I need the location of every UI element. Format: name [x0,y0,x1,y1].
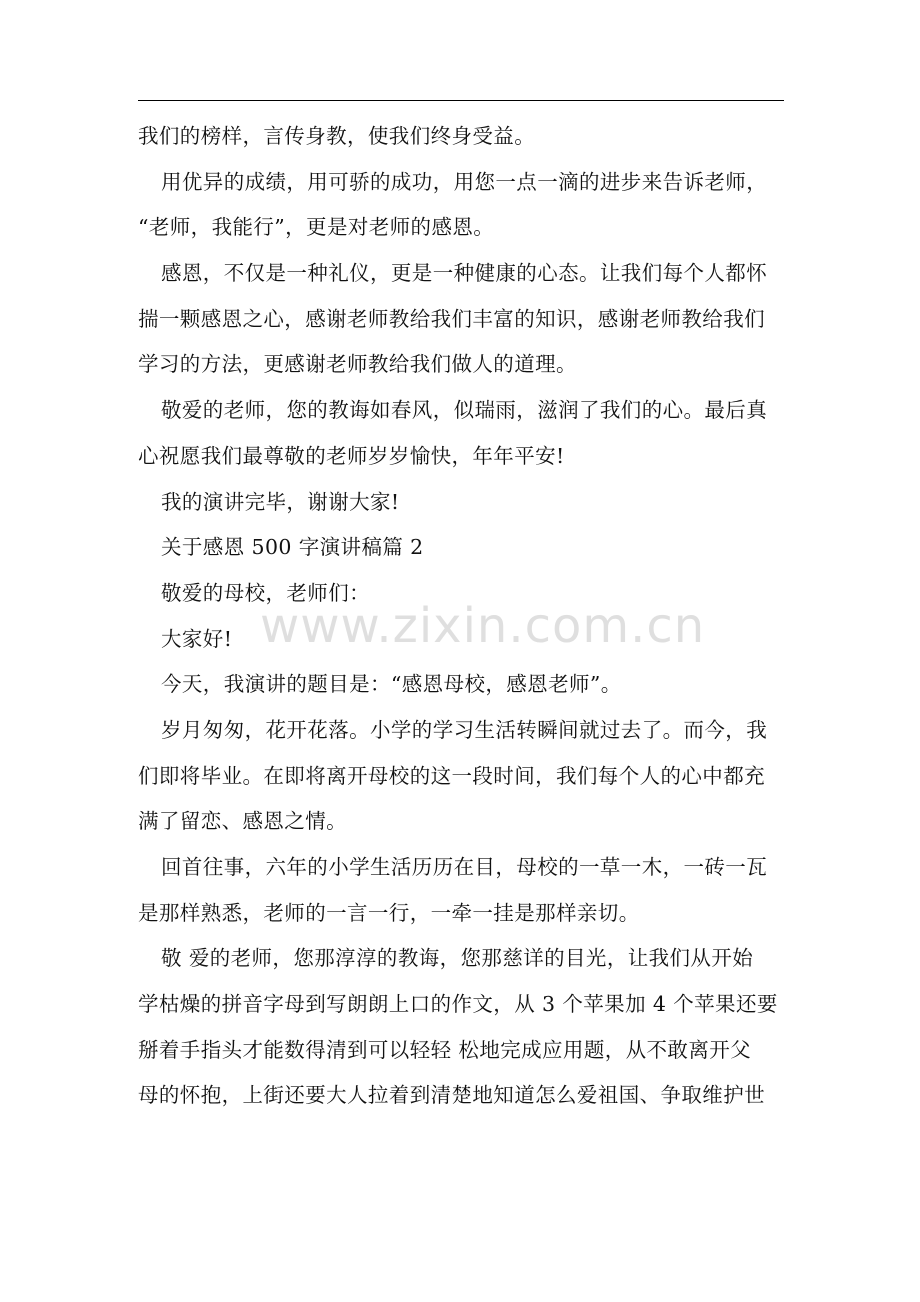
text-line: 学习的方法，更感谢老师教给我们做人的道理。 [138,352,577,377]
text-line: 满了留恋、感恩之情。 [138,809,347,834]
paragraph-line: 敬 爱的老师，您那淳淳的教诲，您那慈详的目光，让我们从开始 [161,946,754,971]
text-line: 我们的榜样，言传身教，使我们终身受益。 [138,124,536,148]
text-line: 是那样熟悉，老师的一言一行，一牵一挂是那样亲切。 [138,900,640,925]
section-heading: 关于感恩 500 字演讲稿篇 2 [161,535,424,560]
paragraph-line: 敬爱的老师，您的教诲如春风，似瑞雨，滋润了我们的心。最后真 [161,398,768,423]
watermark-text: www.zixin.com.cn [260,598,706,654]
greeting-line: 大家好! [161,626,233,651]
text-line: “老师，我能行”，更是对老师的感恩。 [138,215,495,240]
text-line: 们即将毕业。在即将离开母校的这一段时间，我们每个人的心中都充 [138,763,765,788]
text-line: 学枯燥的拼音字母到写朗朗上口的作文，从 3 个苹果加 4 个苹果还要 [138,992,778,1017]
text-line: 揣一颗感恩之心，感谢老师教给我们丰富的知识，感谢老师教给我们 [138,306,765,331]
paragraph-line: 感恩，不仅是一种礼仪，更是一种健康的心态。让我们每个人都怀 [161,261,768,286]
paragraph-line: 用优异的成绩，用可骄的成功，用您一点一滴的进步来告诉老师， [161,169,768,194]
paragraph-line: 我的演讲完毕，谢谢大家! [161,489,400,514]
text-line: 心祝愿我们最尊敬的老师岁岁愉快，年年平安! [138,443,565,468]
paragraph-line: 岁月匆匆，花开花落。小学的学习生活转瞬间就过去了。而今，我 [161,717,768,742]
paragraph-line: 回首往事，六年的小学生活历历在目，母校的一草一木，一砖一瓦 [161,855,768,879]
text-line: 掰着手指头才能数得清到可以轻轻 松地完成应用题，从不敢离开父 [138,1037,752,1062]
salutation-line: 敬爱的母校，老师们： [161,580,370,605]
header-rule [138,100,784,101]
paragraph-line: 今天，我演讲的题目是：“感恩母校，感恩老师”。 [161,672,622,697]
text-line: 母的怀抱，上街还要大人拉着到清楚地知道怎么爱祖国、争取维护世 [138,1083,765,1108]
